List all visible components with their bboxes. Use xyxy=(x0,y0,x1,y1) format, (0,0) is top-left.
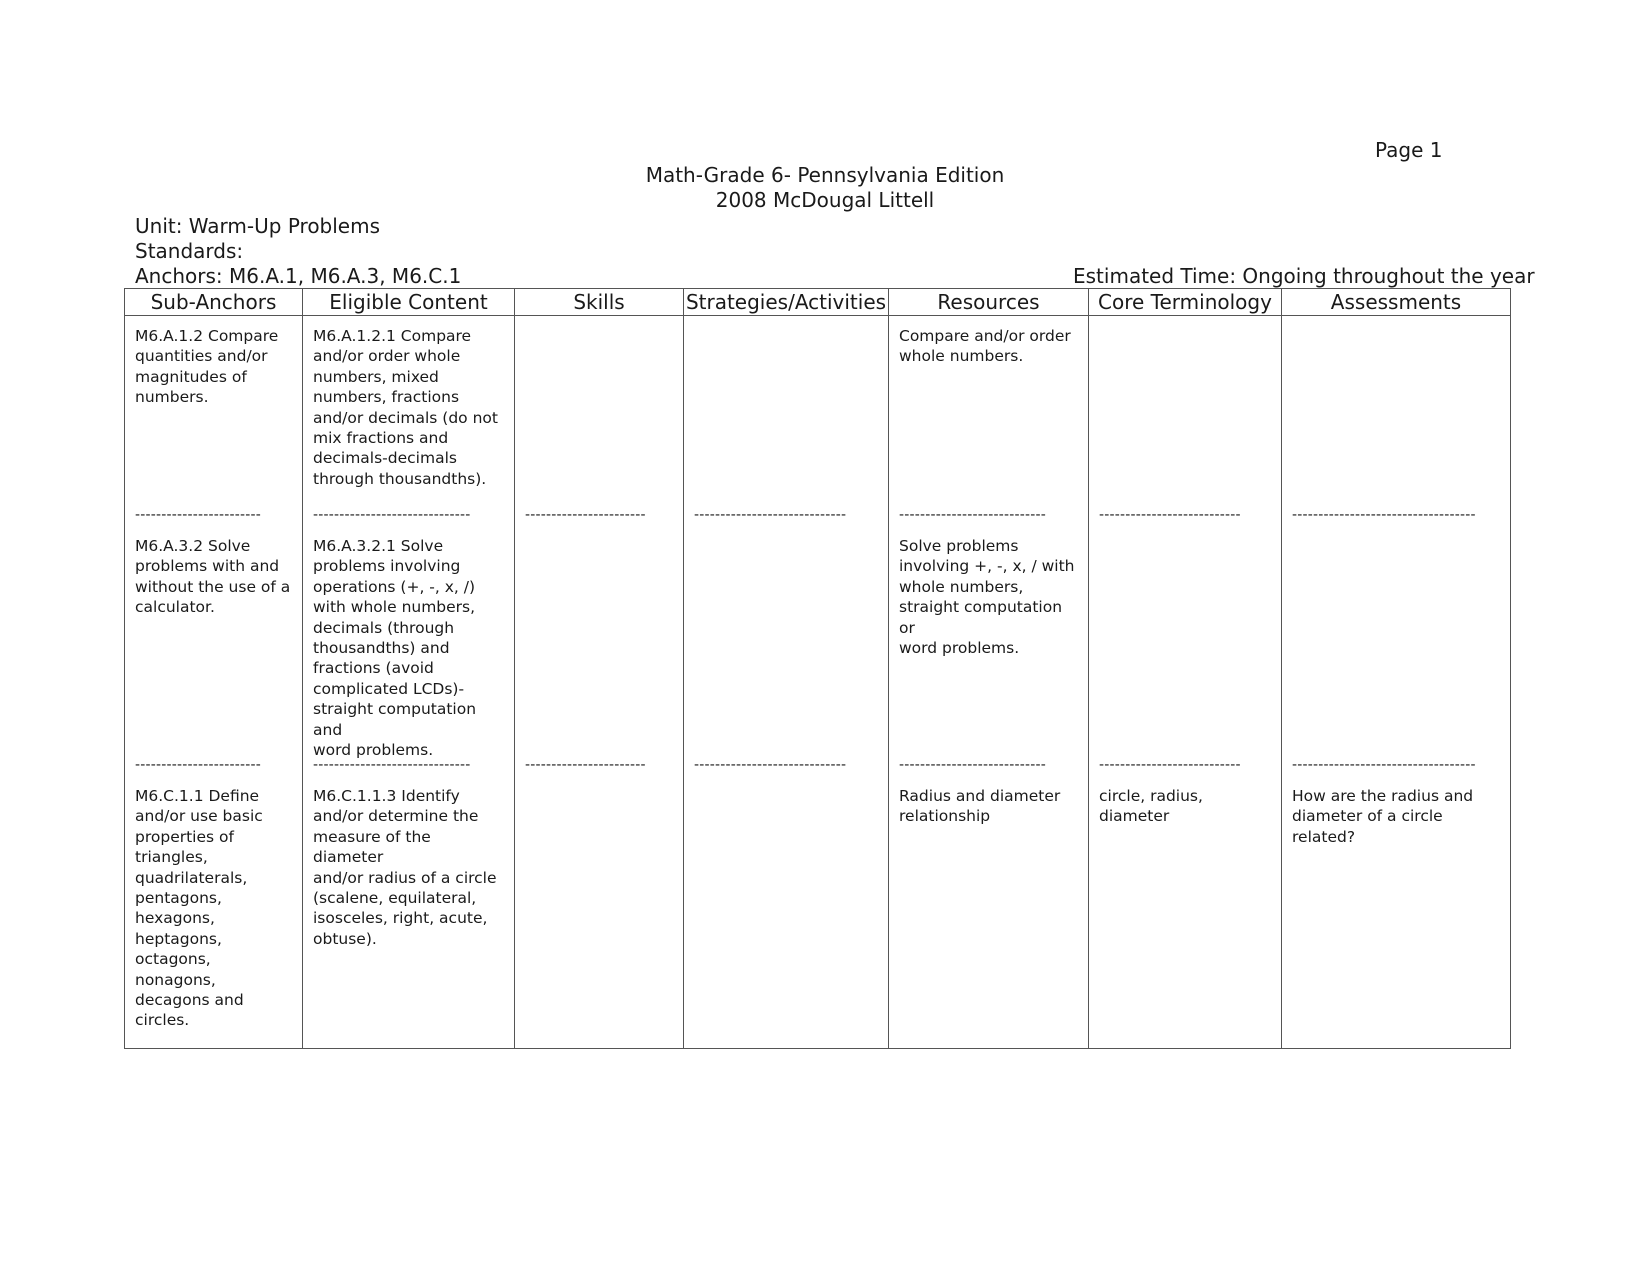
table-cell xyxy=(684,316,888,498)
row-separator: ----------------------------- xyxy=(694,507,847,523)
table-cell xyxy=(1282,526,1510,748)
table-cell: Radius and diameter relationship xyxy=(899,787,1061,826)
column-strategies-activities xyxy=(684,316,889,1049)
anchors-label: Anchors: M6.A.1, M6.A.3, M6.C.1 xyxy=(135,264,462,288)
row-separator: ------------------------------ xyxy=(313,507,471,523)
row-separator: ------------------------ xyxy=(135,757,262,773)
column-sub-anchors xyxy=(125,316,303,1049)
table-cell xyxy=(684,776,888,1048)
table-cell xyxy=(515,526,683,748)
column-skills xyxy=(515,316,684,1049)
row-separator: ---------------------------- xyxy=(899,507,1047,523)
table-cell xyxy=(1089,316,1281,498)
row-separator: --------------------------- xyxy=(1099,757,1241,773)
row-separator: ------------------------ xyxy=(135,507,262,523)
row-separator: ----------------------- xyxy=(525,757,646,773)
curriculum-table xyxy=(124,288,1511,1049)
row-separator: --------------------------- xyxy=(1099,507,1241,523)
table-cell xyxy=(1089,526,1281,748)
row-separator: ----------------------------- xyxy=(694,757,847,773)
estimated-time: Estimated Time: Ongoing throughout the year xyxy=(1073,264,1535,288)
table-cell: Compare and/or order whole numbers. xyxy=(899,327,1071,366)
table-cell: circle, radius, diameter xyxy=(1099,787,1203,826)
header-core-terminology: Core Terminology xyxy=(1089,289,1282,316)
table-cell: M6.C.1.1.3 Identify and/or determine the measure of the diameter and/or radius of a circle (scalene, equilateral, isosceles, right, acute, obtuse). xyxy=(313,787,497,948)
table-cell: M6.C.1.1 Define and/or use basic properties of triangles, quadrilaterals, pentagons, hexagons, heptagons, octagons, nonagons, decagons and circles. xyxy=(135,787,263,1030)
row-separator: ----------------------------------- xyxy=(1292,507,1476,523)
table-cell: M6.A.3.2 Solve problems with and without the use of a calculator. xyxy=(135,537,291,617)
table-cell: M6.A.1.2 Compare quantities and/or magnitudes of numbers. xyxy=(135,327,279,407)
column-core-terminology xyxy=(1089,316,1282,1049)
table-cell: Solve problems involving +, -, x, / with whole numbers, straight computation or word problems. xyxy=(899,537,1075,658)
page-number: Page 1 xyxy=(1375,138,1443,162)
table-cell xyxy=(515,776,683,1048)
column-assessments xyxy=(1282,316,1511,1049)
header-sub-anchors: Sub-Anchors xyxy=(125,289,303,316)
column-resources xyxy=(889,316,1089,1049)
table-cell: How are the radius and diameter of a circle related? xyxy=(1292,787,1474,846)
table-cell: M6.A.3.2.1 Solve problems involving operations (+, -, x, /) with whole numbers, decimals (through thousandths) and fractions (avoid complicated LCDs)- straight computation and word problems. xyxy=(313,537,477,760)
row-separator: ------------------------------ xyxy=(313,757,471,773)
standards-label: Standards: xyxy=(135,239,244,263)
table-cell xyxy=(1282,316,1510,498)
header-strategies-activities: Strategies/Activities xyxy=(684,289,889,316)
unit-label: Unit: Warm-Up Problems xyxy=(135,214,381,238)
row-separator: ----------------------- xyxy=(525,507,646,523)
table-header-row xyxy=(125,289,1511,316)
row-separator: ----------------------------------- xyxy=(1292,757,1476,773)
row-separator: ---------------------------- xyxy=(899,757,1047,773)
header-skills: Skills xyxy=(515,289,684,316)
header-resources: Resources xyxy=(889,289,1089,316)
document-title: Math-Grade 6- Pennsylvania Edition xyxy=(645,163,1005,187)
table-cell: M6.A.1.2.1 Compare and/or order whole numbers, mixed numbers, fractions and/or decimals (do not mix fractions and decimals-decimals through thousandths). xyxy=(313,327,498,488)
table-cell xyxy=(515,316,683,498)
header-eligible-content: Eligible Content xyxy=(303,289,515,316)
table-body-row xyxy=(125,316,1511,1049)
column-eligible-content xyxy=(303,316,515,1049)
document-subtitle: 2008 McDougal Littell xyxy=(715,188,935,212)
table-cell xyxy=(684,526,888,748)
header-assessments: Assessments xyxy=(1282,289,1511,316)
